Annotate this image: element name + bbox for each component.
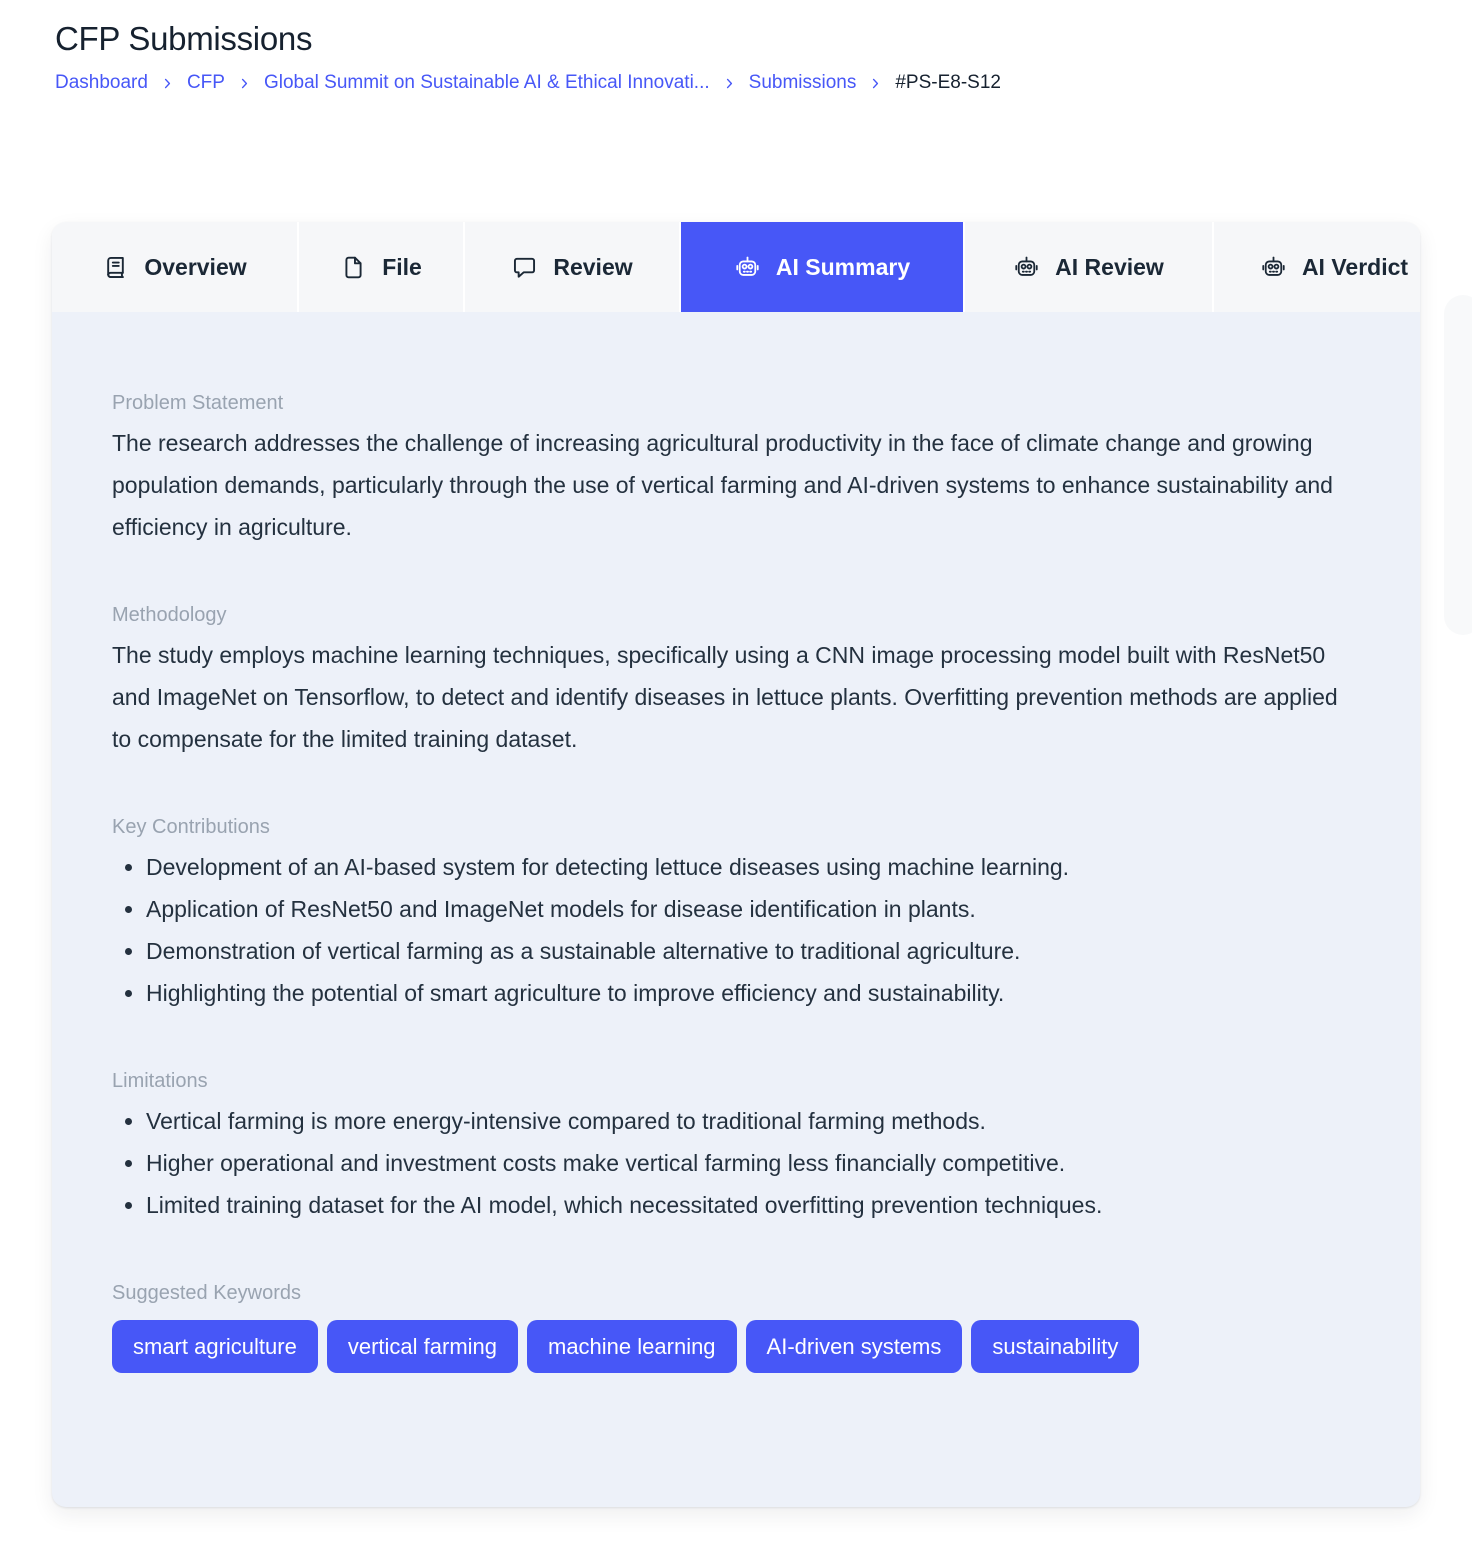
keyword-chip[interactable]: AI-driven systems [746, 1320, 963, 1373]
robot-icon [734, 254, 761, 281]
book-icon [102, 254, 129, 281]
tab-review[interactable] [465, 222, 679, 312]
limitations-list [112, 1100, 1360, 1226]
keyword-chip[interactable]: vertical farming [327, 1320, 518, 1373]
section-label: Key Contributions [112, 816, 270, 838]
section-label: Methodology [112, 604, 227, 626]
ai-summary-panel [52, 312, 1420, 1373]
section-limitations [112, 1070, 1360, 1226]
list-item: • Vertical farming is more energy-intensive compared to traditional farming methods. [146, 1100, 1360, 1142]
tab-label: Overview [144, 253, 247, 280]
section-methodology [112, 604, 1360, 760]
section-text: The study employs machine learning techniques, specifically using a CNN image processing model built with ResNet50 and ImageNet on Tensorflow, to detect and identify diseases in lettuce plants. Overfitting prevention methods are applied to compensate for the limited training dataset. [112, 642, 1338, 752]
section-label: Problem Statement [112, 392, 284, 414]
list-item: • Development of an AI-based system for detecting lettuce diseases using machine learning. [146, 846, 1360, 888]
section-text: The research addresses the challenge of increasing agricultural productivity in the face of climate change and growing population demands, particularly through the use of vertical farming and AI-driven systems to enhance sustainability and efficiency in agriculture. [112, 430, 1333, 540]
page-header [0, 0, 1472, 94]
chevron-right-icon [723, 77, 736, 90]
breadcrumb [55, 72, 1472, 94]
tab-ai-review[interactable] [965, 222, 1212, 312]
tab-label: AI Summary [775, 253, 911, 280]
section-label: Suggested Keywords [112, 1282, 302, 1304]
section-suggested-keywords [112, 1282, 1360, 1373]
list-item: • Limited training dataset for the AI model, which necessitated overfitting prevention techniques. [146, 1184, 1360, 1226]
keyword-chips [112, 1320, 1360, 1373]
page-title: CFP Submissions [55, 20, 313, 57]
keyword-chip[interactable]: machine learning [527, 1320, 737, 1373]
breadcrumb-link-event[interactable]: Global Summit on Sustainable AI & Ethical Innovati... [263, 72, 710, 93]
tab-label: AI Review [1055, 253, 1164, 280]
file-icon [340, 254, 367, 281]
list-item: • Higher operational and investment costs make vertical farming less financially competitive. [146, 1142, 1360, 1184]
tab-label: AI Verdict [1301, 253, 1409, 280]
tab-label: Review [553, 253, 633, 280]
scrollbar-thumb[interactable] [1444, 295, 1472, 635]
section-problem-statement [112, 392, 1360, 548]
section-key-contributions [112, 816, 1360, 1014]
tab-overview[interactable] [52, 222, 297, 312]
breadcrumb-link-cfp[interactable]: CFP [186, 72, 225, 93]
chevron-right-icon [238, 77, 251, 90]
tab-file[interactable] [299, 222, 463, 312]
tab-label: File [382, 253, 422, 280]
tab-ai-summary[interactable] [681, 222, 963, 312]
tab-bar [52, 222, 1420, 312]
keyword-chip[interactable]: sustainability [971, 1320, 1139, 1373]
chat-icon [511, 254, 538, 281]
breadcrumb-link-dashboard[interactable]: Dashboard [55, 72, 148, 93]
key-contributions-list [112, 846, 1360, 1014]
keyword-chip[interactable]: smart agriculture [112, 1320, 318, 1373]
robot-icon [1013, 254, 1040, 281]
breadcrumb-link-submissions[interactable]: Submissions [748, 72, 857, 93]
chevron-right-icon [161, 77, 174, 90]
tab-ai-verdict[interactable] [1214, 222, 1420, 312]
section-label: Limitations [112, 1070, 208, 1092]
list-item: • Demonstration of vertical farming as a sustainable alternative to traditional agriculture. [146, 930, 1360, 972]
breadcrumb-current-submission-id: #PS-E8-S12 [895, 72, 1001, 93]
robot-icon [1260, 254, 1287, 281]
chevron-right-icon [869, 77, 882, 90]
submission-card [52, 222, 1420, 1507]
list-item: • Highlighting the potential of smart agriculture to improve efficiency and sustainability. [146, 972, 1360, 1014]
list-item: • Application of ResNet50 and ImageNet models for disease identification in plants. [146, 888, 1360, 930]
